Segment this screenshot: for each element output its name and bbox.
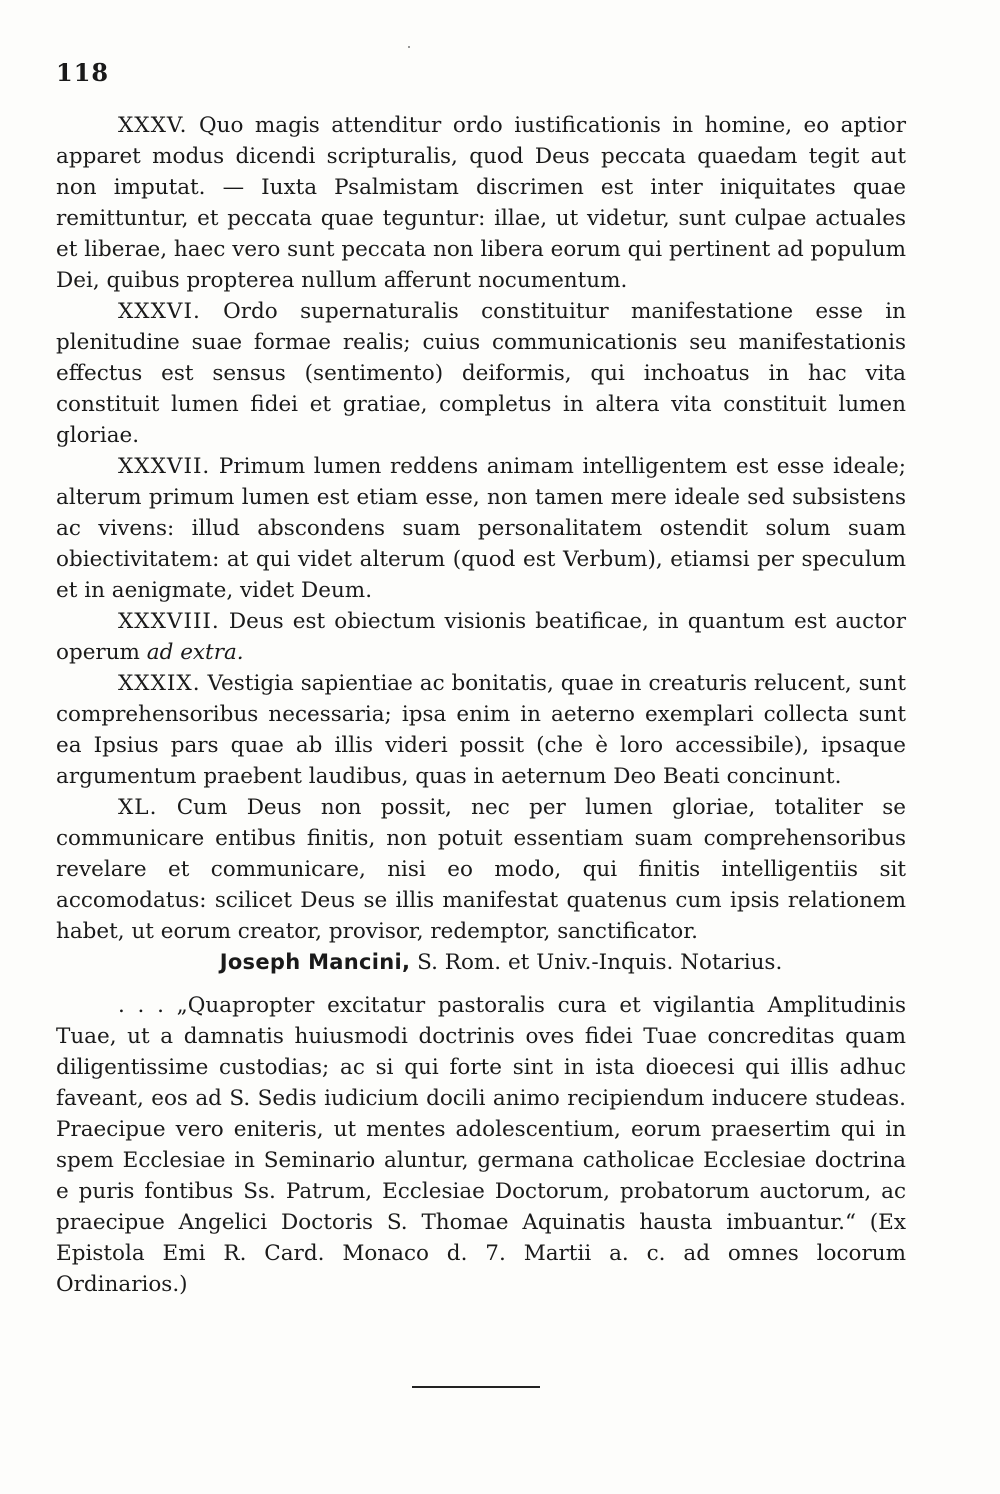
signature-line [56,947,906,978]
proposition-number: XXXV. [118,113,188,138]
proposition-number: XXXVII. [118,454,211,479]
signatory-title: S. Rom. et Univ.-Inquis. Notarius. [417,950,783,975]
proposition-text: Quo magis attenditur ordo iustificationis in homine, eo aptior apparet modus dicendi scripturalis, quod Deus peccata quaedam tegit aut non imputat. — Iuxta Psalmistam discrimen est inter iniquitates quae remittuntur, et peccata quae teguntur: illae, ut videtur, sunt culpae actuales et liberae, haec vero sunt peccata non libera eorum qui pertinent ad populum Dei, quibus propterea nullum afferunt nocumentum. [56,113,906,293]
proposition-xxxvi [56,296,906,451]
proposition-text: Deus est obiectum visionis beatificae, in quantum est auctor operum [56,609,907,665]
proposition-text: Ordo supernaturalis constituitur manifestatione esse in plenitudine suae formae realis; cuius communicationis seu manifestationis effectus est sensus (sentimento) deiformis, qui inchoatus in hac vita constituit lumen fidei et gratiae, completus in altera vita constituit lumen gloriae. [56,299,906,448]
proposition-xxxv [56,110,906,296]
scan-speck [408,46,410,48]
closing-rule [412,1386,540,1388]
proposition-xl [56,792,906,947]
signatory-name: Joseph Mancini, [219,950,411,974]
proposition-text: Primum lumen reddens animam intelligentem est esse ideale; alterum primum lumen est etiam esse, non tamen mere ideale sed subsistens ac vivens: illud abscondens suam personalitatem ostendit solum suam obiectivitatem: at qui videt alterum (quod est Verbum), etiamsi per speculum et in aenigmate, videt Deum. [56,454,906,603]
proposition-number: XL. [118,795,158,820]
epistola-quote: . . . „Quapropter excitatur pastoralis cura et vigilantia Amplitudinis Tuae, ut a damnatis huiusmodi doctrinis oves fidei Tuae concreditas quam diligentissime custodias; ac si qui forte sint in ista dioecesi qui illis adhuc faveant, eos ad S. Sedis iudicium docili animo recipiendum inducere studeas. Praecipue vero eniteris, ut mentes adolescentium, eorum praesertim qui in spem Ecclesiae in Seminario aluntur, germana catholicae Ecclesiae doctrina e puris fontibus Ss. Patrum, Ecclesiae Doctorum, probatorum auctorum, ac praecipue Angelici Doctoris S. Thomae Aquinatis hausta imbuantur.“ (Ex Epistola Emi R. Card. Monaco d. 7. Martii a. c. ad omnes locorum Ordinarios.) [56,993,906,1297]
page-number: 118 [56,58,110,87]
body-text [56,110,906,1300]
proposition-xxxviii [56,606,906,668]
proposition-xxxvii [56,451,906,606]
proposition-text: Cum Deus non possit, nec per lumen gloriae, totaliter se communicare entibus finitis, non potuit essentiam suam comprehensoribus revelare et communicare, nisi eo modo, qui finitis intelligentiis sit accomodatus: scilicet Deus se illis manifestat quatenus cum ipsis relationem habet, ut eorum creator, provisor, redemptor, sanctificator. [56,795,906,944]
proposition-italic-phrase: ad extra. [146,640,244,665]
proposition-xxxix [56,668,906,792]
proposition-number: XXXVIII. [118,609,220,634]
proposition-number: XXXIX. [118,671,201,696]
proposition-text: Vestigia sapientiae ac bonitatis, quae in creaturis relucent, sunt comprehensoribus necessaria; ipsa enim in aeterno exemplari collecta sunt ea Ipsius pars quae ab illis videri possit (che è loro accessibile), ipsaque argumentum praebent laudibus, quas in aeternum Deo Beati concinunt. [56,671,907,789]
proposition-number: XXXVI. [118,299,201,324]
